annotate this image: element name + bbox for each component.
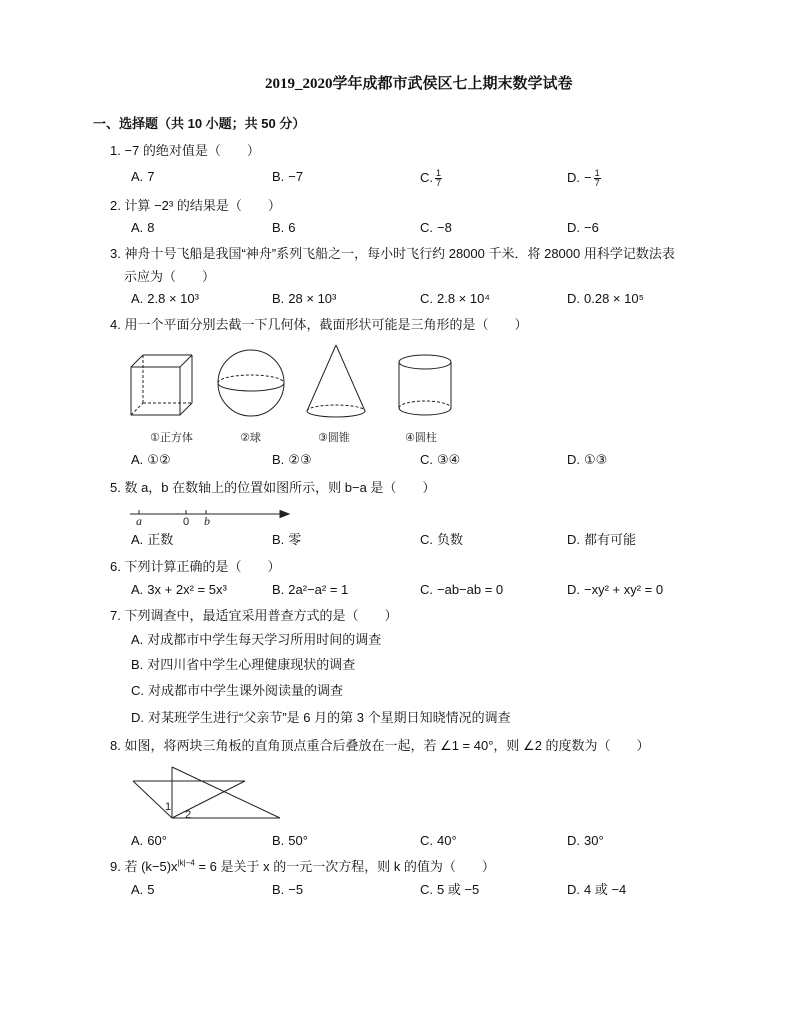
cylinder-figure <box>399 355 451 415</box>
question-5-option-d: D. 都有可能 <box>567 532 637 547</box>
question-8-option-d: D. 30° <box>567 833 604 848</box>
question-1-option-b: B. −7 <box>272 169 304 184</box>
question-1-option-d: D. − $\frac{1}{7}$ <box>567 168 600 188</box>
number-line-label-zero: 0 <box>183 516 190 528</box>
cube-edge-top-right <box>180 355 192 367</box>
cone-base-back <box>307 405 365 411</box>
question-6-option-a: A. 3x + 2x² = 5x³ <box>131 582 227 597</box>
cylinder-base-back <box>399 401 451 408</box>
question-9-option-b: B. −5 <box>272 882 304 897</box>
question-3-option-d: D. 0.28 × 10⁵ <box>567 291 644 306</box>
cube-hidden-edge-depth <box>131 403 143 415</box>
question-8-option-c: C. 40° <box>420 833 457 848</box>
figure-label-cone: ③圆锥 <box>318 432 350 444</box>
question-5-option-c: C. 负数 <box>420 532 464 547</box>
number-line <box>130 510 289 528</box>
section-heading: 一、选择题（共 10 小题；共 50 分） <box>93 116 306 131</box>
question-1-stem: 1. −7 的绝对值是（ ） <box>110 143 260 158</box>
number-line-label-b: b <box>204 514 210 528</box>
question-3-option-b: B. 28 × 10³ <box>272 291 337 306</box>
fraction: $\frac{1}{7}$ <box>436 168 442 188</box>
question-2-option-b: B. 6 <box>272 220 296 235</box>
question-2-option-d: D. −6 <box>567 220 599 235</box>
cube-front-face <box>131 367 180 415</box>
question-4-stem: 4. 用一个平面分别去截一下几何体，截面形状可能是三角形的是（ ） <box>110 317 528 332</box>
question-5-option-b: B. 零 <box>272 532 302 547</box>
question-6-option-c: C. −ab−ab = 0 <box>420 582 504 597</box>
question-6-stem: 6. 下列计算正确的是（ ） <box>110 559 281 574</box>
question-9-option-c: C. 5 或 −5 <box>420 882 480 897</box>
triangle-a-right-leg <box>172 781 245 818</box>
fraction: $\frac{1}{7}$ <box>594 168 600 188</box>
question-2-option-a: A. 8 <box>131 220 155 235</box>
question-2-option-c: C. −8 <box>420 220 452 235</box>
question-7-option-c: C. 对成都市中学生课外阅读量的调查 <box>131 683 344 698</box>
angle-label-2: 2 <box>185 809 192 821</box>
question-7-option-b: B. 对四川省中学生心理健康现状的调查 <box>131 657 356 672</box>
question-7-option-a: A. 对成都市中学生每天学习所用时间的调查 <box>131 632 382 647</box>
question-4-option-a: A. ①② <box>131 452 171 467</box>
number-line-arrow <box>280 511 289 518</box>
sphere-outline <box>218 350 284 416</box>
sphere-equator-front <box>218 383 284 391</box>
question-7-option-d: D. 对某班学生进行“父亲节”是 6 月的第 3 个星期日知晓情况的调查 <box>131 710 511 725</box>
question-6-option-b: B. 2a²−a² = 1 <box>272 582 349 597</box>
question-2-stem: 2. 计算 −2³ 的结果是（ ） <box>110 198 281 213</box>
question-8-option-a: A. 60° <box>131 833 167 848</box>
figure-label-cube: ①正方体 <box>150 432 193 444</box>
question-5-stem: 5. 数 a，b 在数轴上的位置如图所示，则 b−a 是（ ） <box>110 480 436 495</box>
question-5-option-a: A. 正数 <box>131 532 174 547</box>
question-8-stem: 8. 如图，将两块三角板的直角顶点重合后叠放在一起，若 ∠1 = 40°，则 ∠2 的度数为（ ） <box>110 738 650 753</box>
question-7-stem: 7. 下列调查中，最适宜采用普查方式的是（ ） <box>110 608 398 623</box>
question-9-option-d: D. 4 或 −4 <box>567 882 627 897</box>
question-3-stem: 3. 神舟十号飞船是我国“神舟”系列飞船之一，每小时飞行约 28000 千米．将 28000 用科学记数法表 <box>110 246 675 261</box>
set-squares-figure <box>133 767 280 821</box>
page-title: 2019_2020学年成都市武侯区七上期末数学试卷 <box>265 76 573 92</box>
question-9-option-a: A. 5 <box>131 882 155 897</box>
question-4-option-c: C. ③④ <box>420 452 461 467</box>
cylinder-top <box>399 355 451 369</box>
cone-left-side <box>307 345 336 411</box>
figure-label-sphere: ②球 <box>240 432 261 444</box>
question-4-option-b: B. ②③ <box>272 452 312 467</box>
figure-label-cylinder: ④圆柱 <box>405 432 437 444</box>
cone-base-front <box>307 411 365 417</box>
cube-edge-bottom-right <box>180 403 192 415</box>
cube-edge-top-left <box>131 355 143 367</box>
question-1-option-a: A. 7 <box>131 169 155 184</box>
triangle-b-hypotenuse <box>172 767 280 818</box>
cone-right-side <box>336 345 365 411</box>
triangle-a-left-leg <box>133 781 172 818</box>
question-3-option-c: C. 2.8 × 10⁴ <box>420 291 490 306</box>
question-6-option-d: D. −xy² + xy² = 0 <box>567 582 664 597</box>
cone-figure <box>307 345 365 417</box>
exponent: |k|−4 <box>177 858 195 868</box>
question-1-option-c: C. $\frac{1}{7}$ <box>420 168 442 188</box>
question-3-stem-continued: 示应为（ ） <box>124 269 216 284</box>
number-line-label-a: a <box>136 514 142 528</box>
question-9-stem: 9. 若 $(k-5)x^{|k|-4} = 6$ 是关于 x 的一元一次方程，则 k 的值为（ ） <box>110 858 495 874</box>
question-8-option-b: B. 50° <box>272 833 308 848</box>
cylinder-base-front <box>399 408 451 415</box>
angle-label-1: 1 <box>165 801 172 813</box>
sphere-figure <box>218 350 284 416</box>
question-3-option-a: A. 2.8 × 10³ <box>131 291 199 306</box>
question-4-option-d: D. ①③ <box>567 452 608 467</box>
sphere-equator-back <box>218 375 284 383</box>
cube-figure <box>131 355 192 415</box>
